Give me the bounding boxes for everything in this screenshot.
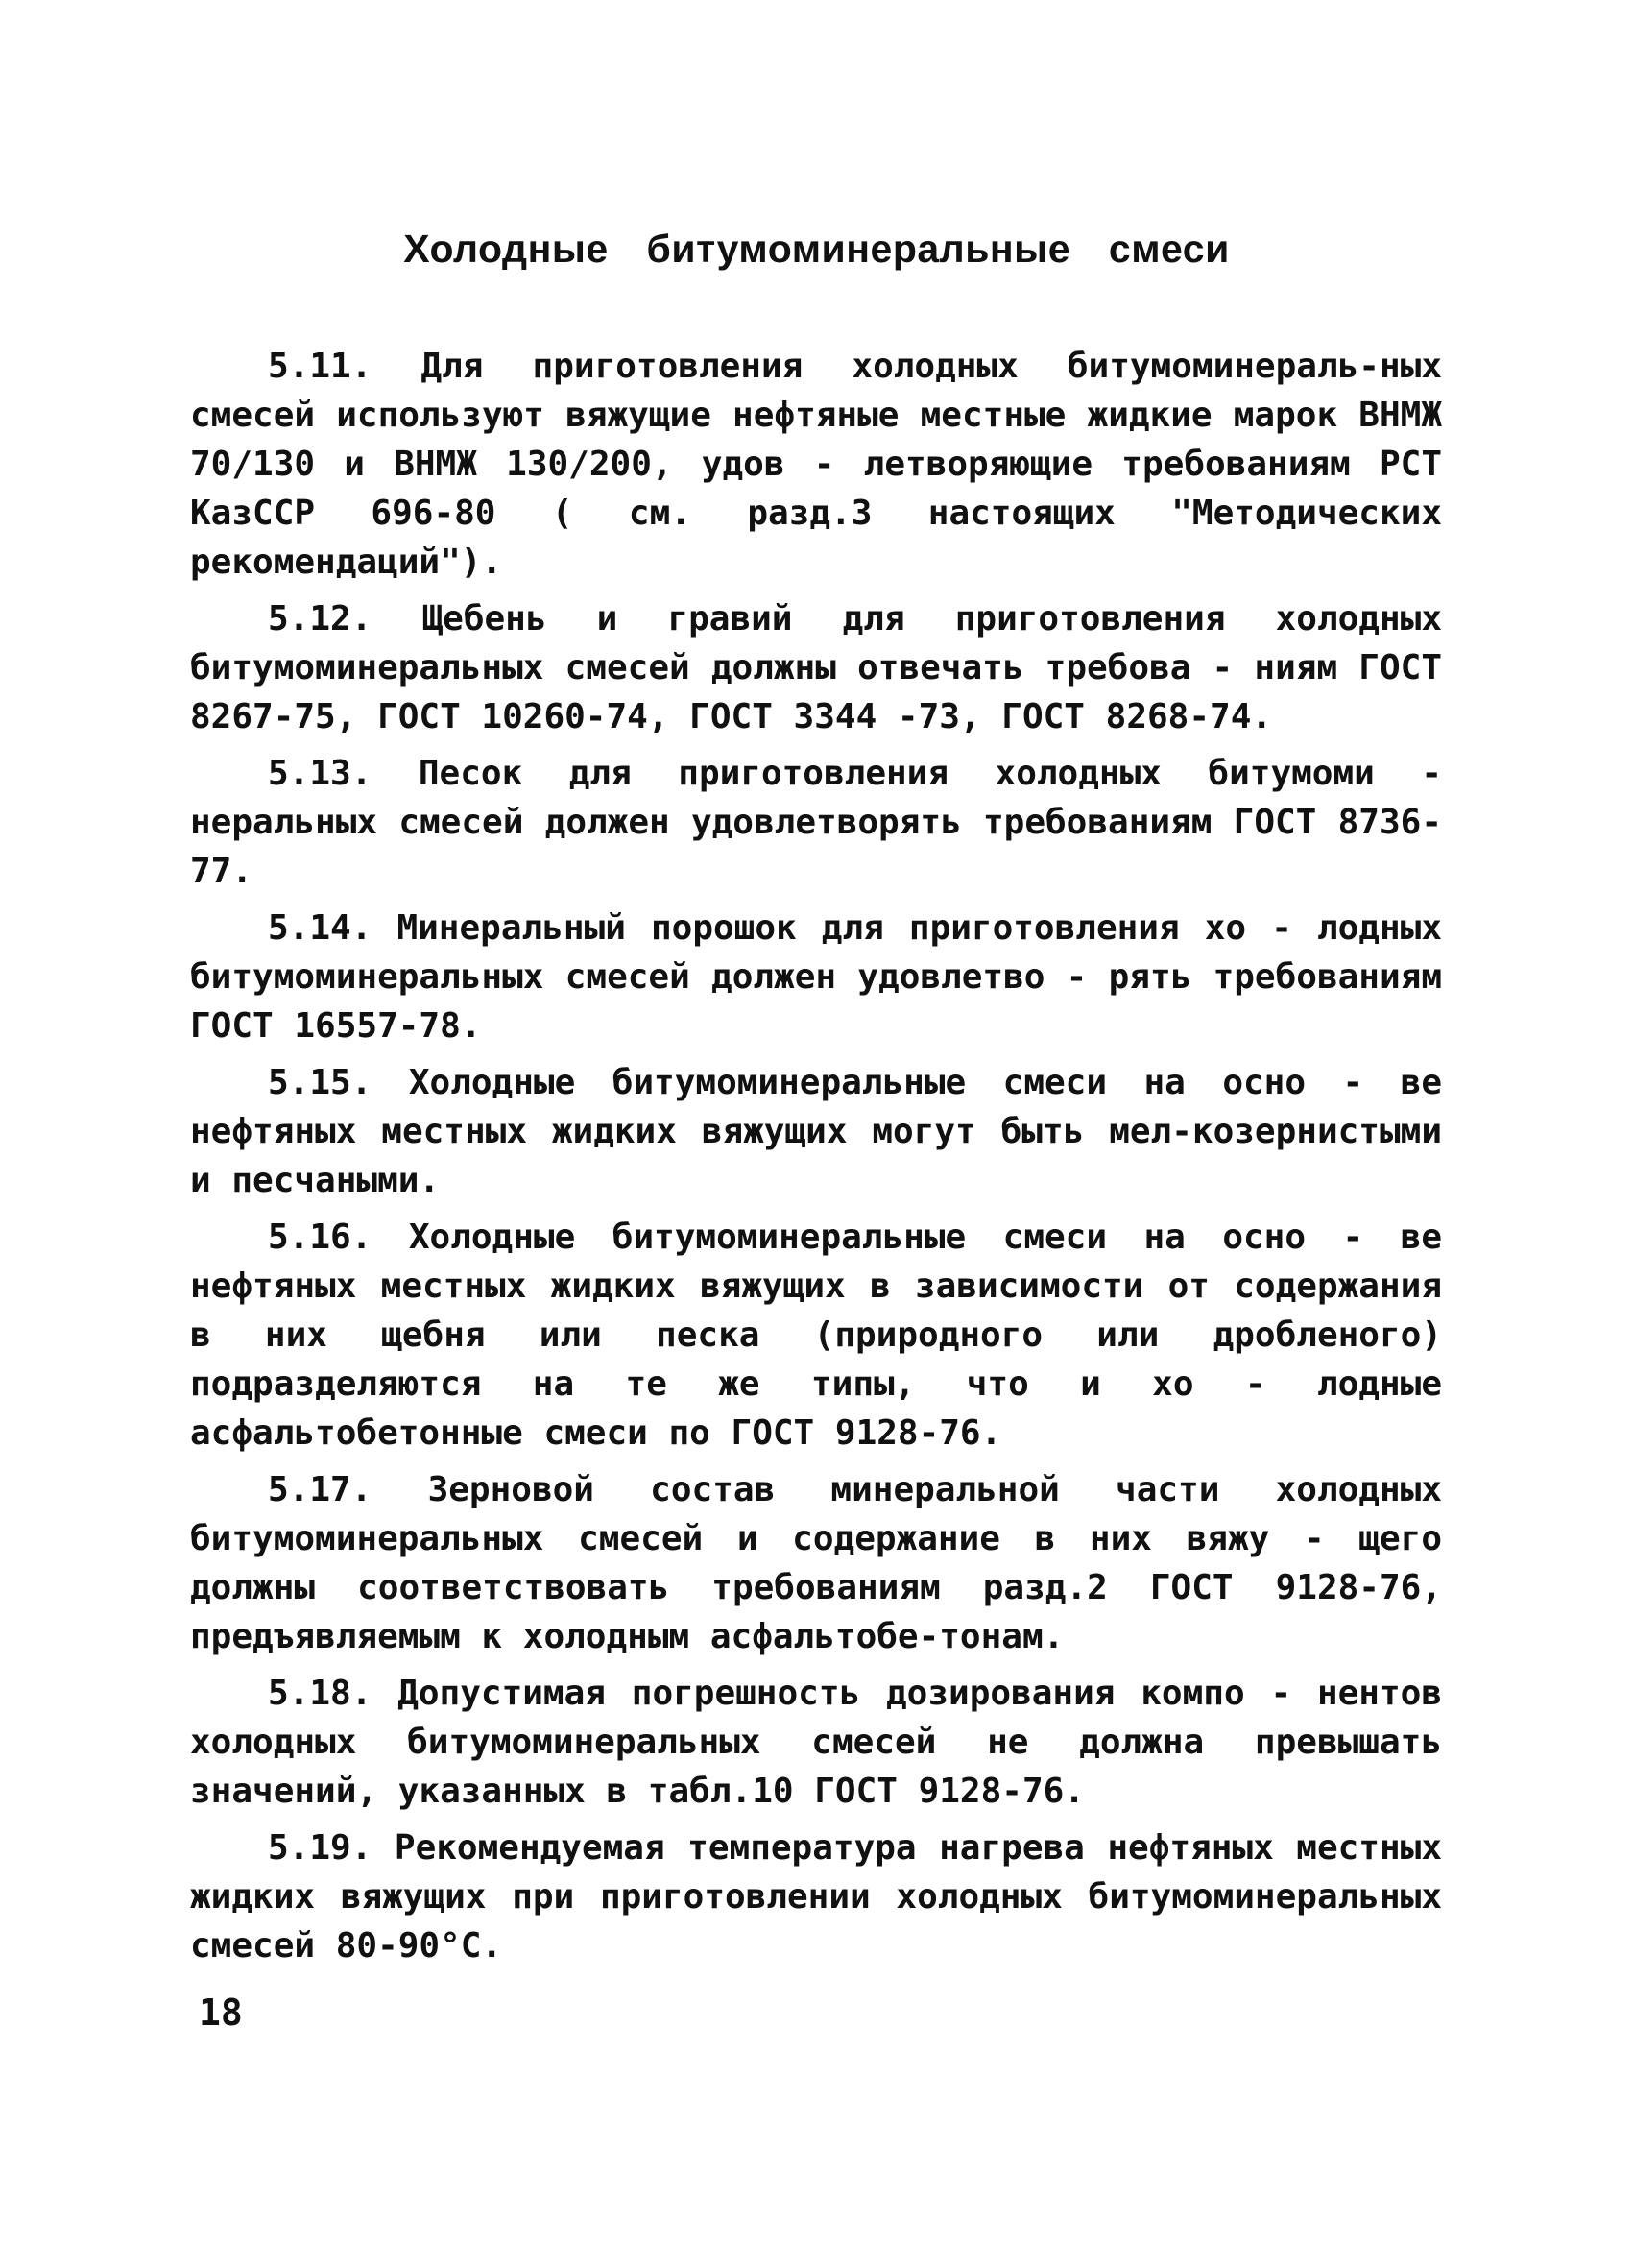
paragraph-5-16: 5.16. Холодные битумоминеральные смеси на осно - ве нефтяных местных жидких вяжущих в зависимости от содержания в них щебня или песка (природного или дробленого) подразделяются на те же типы, что и хо - лодные асфальтобетонные смеси по ГОСТ 9128-76. (190, 1218, 1442, 1453)
paragraph-5-14: 5.14. Минеральный порошок для приготовления хо - лодных битумоминеральных смесей должен удовлетво - рять требованиям ГОСТ 16557-78. (190, 908, 1442, 1046)
paragraph-5-18: 5.18. Допустимая погрешность дозирования компо - нентов холодных битумоминеральных смесей не должна превышать значений, указанных в табл.10 ГОСТ 9128-76. (190, 1674, 1442, 1811)
page-number: 18 (199, 1991, 243, 2034)
paragraph-5-15: 5.15. Холодные битумоминеральные смеси на осно - ве нефтяных местных жидких вяжущих могут быть мел-козернистыми и песчаными. (190, 1063, 1442, 1200)
paragraph-5-17: 5.17. Зерновой состав минеральной части холодных битумоминеральных смесей и содержание в них вяжу - щего должны соответствовать требованиям разд.2 ГОСТ 9128-76, предъявляемым к холодным асфальтобе-тонам. (190, 1470, 1442, 1656)
section-body (190, 342, 1442, 1970)
paragraph-5-11: 5.11. Для приготовления холодных битумоминераль-ных смесей используют вяжущие нефтяные местные жидкие марок ВНМЖ 70/130 и ВНМЖ 130/200, удов - летворяющие требованиям РСТ КазССР 696-80 ( см. разд.3 настоящих "Методических рекомендаций"). (190, 347, 1442, 582)
paragraph-5-12: 5.12. Щебень и гравий для приготовления холодных битумоминеральных смесей должны отвечать требова - ниям ГОСТ 8267-75, ГОСТ 10260-74, ГОСТ 3344 -73, ГОСТ 8268-74. (190, 599, 1442, 736)
paragraph-5-19: 5.19. Рекомендуемая температура нагрева нефтяных местных жидких вяжущих при приготовлении холодных битумоминеральных смесей 80-90°С. (190, 1828, 1442, 1966)
section-heading: Холодные битумоминеральные смеси (403, 227, 1230, 271)
paragraph-5-13: 5.13. Песок для приготовления холодных битумоми - неральных смесей должен удовлетворять требованиям ГОСТ 8736-77. (190, 754, 1442, 891)
